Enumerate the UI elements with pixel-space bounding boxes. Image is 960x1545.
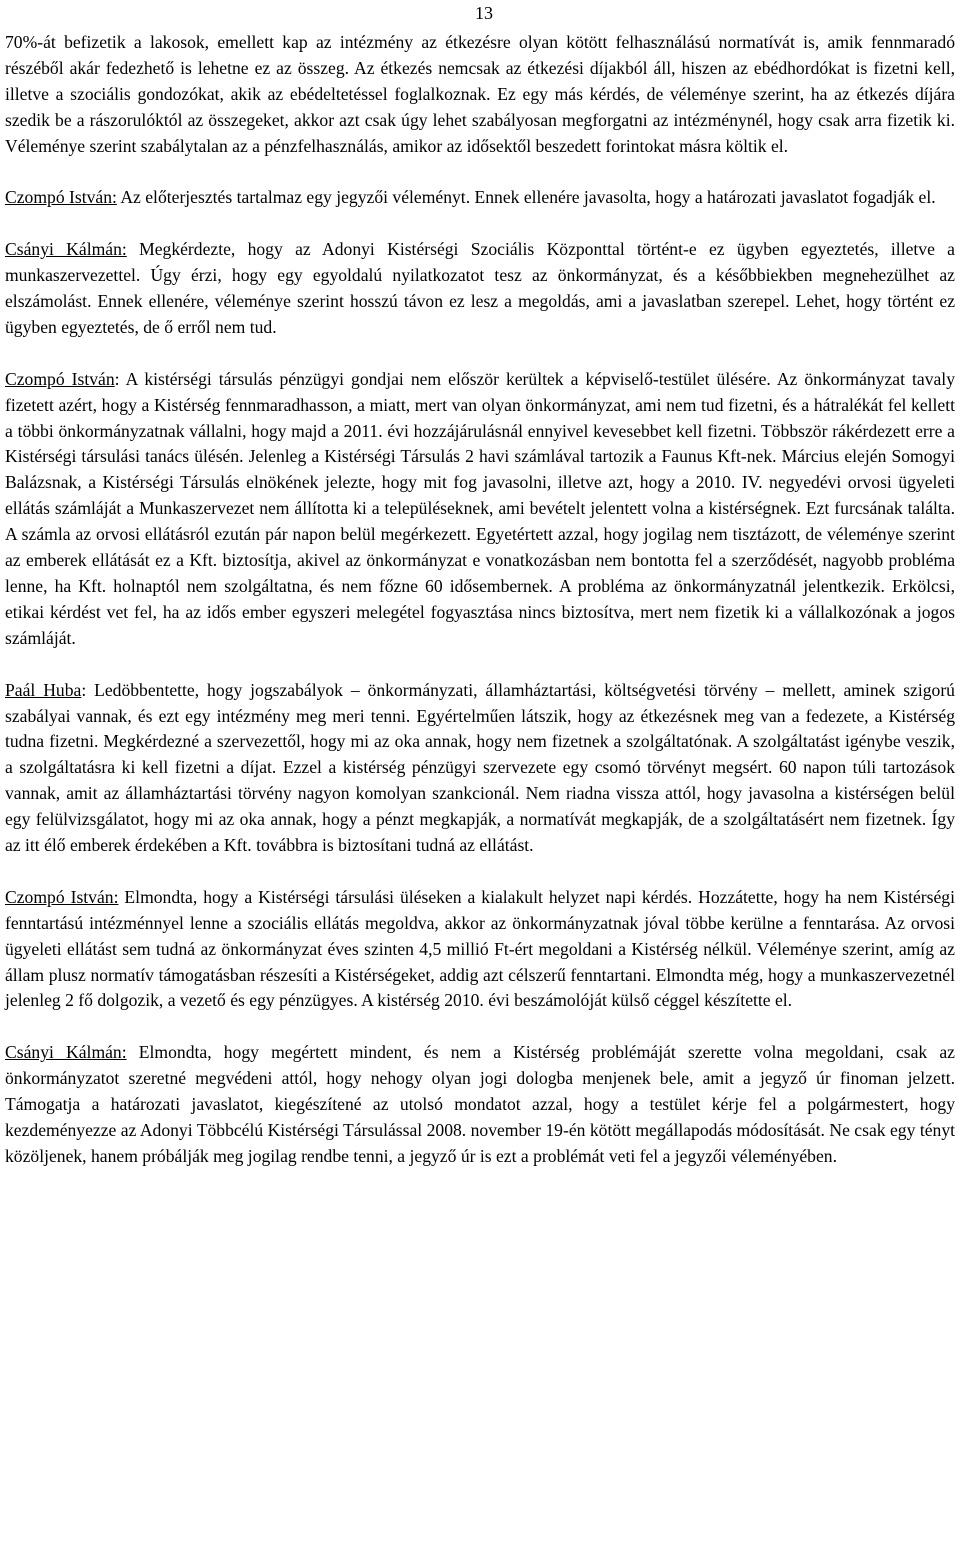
paragraph-czompo-2	[5, 367, 955, 652]
paragraph-paal	[5, 678, 955, 859]
speaker-name: Czompó István:	[5, 187, 117, 208]
paragraph-intro	[5, 30, 955, 160]
paragraph-text: Megkérdezte, hogy az Adonyi Kistérségi Szociális Központtal történt-e ez ügyben egyeztetés, illetve a munkaszervezettel. Úgy érzi, hogy egy egyoldalú nyilatkozatot tesz az önkormányzat, és a későbbiekben megnehezülhet az elszámolást. Ennek ellenére, véleménye szerint hosszú távon ez lesz a megoldás, ami a javaslatban szerepel. Lehet, hogy történt ez ügyben egyeztetés, de ő erről nem tud.	[5, 239, 955, 337]
paragraph-czompo-1	[5, 185, 955, 211]
paragraph-text: Ledöbbentette, hogy jogszabályok – önkormányzati, államháztartási, költségvetési törvény – mellett, aminek szigorú szabályai vannak, és ezt egy intézmény meg meri tenni. Egyértelműen látszik, hogy az étkezésnek meg van a fedezete, a Kistérség tudna fizetni. Megkérdezné a szervezettől, hogy mi az oka annak, hogy nem fizetnek a szolgáltatónak. A szolgáltatást igénybe veszik, a szolgáltatásra ki kell fizetni a díjat. Ezzel a kistérség pénzügyi szervezete egy csomó törvényt megsért. 60 napon túli tartozások vannak, amit az államháztartási törvény nagyon komolyan szankcionál. Nem riadna vissza attól, hogy javasolna a kistérségen belül egy felülvizsgálatot, hogy mi az oka annak, hogy a pénzt megkapják, a normatívát megkapják, de a szolgáltatásért nem fizetnek. Így az itt élő emberek érdekében a Kft. továbbra is biztosítani tudná az ellátást.	[5, 679, 955, 856]
paragraph-text: Elmondta, hogy a Kistérségi társulási üléseken a kialakult helyzet napi kérdés. Hozzátette, hogy ha nem Kistérségi fenntartású intézménnyel lenne a szociális ellátás megoldva, akkor az önkormányzatnak jóval többe kerülne a fenntarása. Az orvosi ügyeleti ellátást sem tudná az önkormányzat éves szinten 4,5 millió Ft-ért megoldani a Kistérség nélkül. Véleménye szerint, amíg az állam plusz normatív támogatásban részesíti a Kistérségeket, addig azt célszerű fenntartani. Elmondta még, hogy a munkaszervezetnél jelenleg 2 fő dolgozik, a vezető és egy pénzügyes. A kistérség 2010. évi beszámolóját külső céggel készítette el.	[5, 886, 955, 1011]
paragraph-csanyi-1	[5, 237, 955, 341]
paragraph-czompo-3	[5, 885, 955, 1015]
speaker-name: Csányi Kálmán:	[5, 1042, 127, 1063]
speaker-colon: :	[114, 368, 120, 389]
paragraph-text: A kistérségi társulás pénzügyi gondjai nem először kerültek a képviselő-testület ülésére. Az önkormányzat tavaly fizetett azért, hogy a Kistérség fennmaradhasson, a miatt, mert van olyan önkormányzat, ami nem tud fizetni, és a hátralékát fel kellett a többi önkormányzatnak vállalni, hogy majd a 2011. évi hozzájárulásnál ennyivel kevesebbet kell fizetni. Többször rákérdezett erre a Kistérségi társulási tanács ülésén. Jelenleg a Kistérségi Társulás 2 havi számlával tartozik a Faunus Kft-nek. Március elején Somogyi Balázsnak, a Kistérségi Társulás elnökének jelezte, hogy mit fog javasolni, illetve azt, hogy a 2010. IV. negyedévi orvosi ügyeleti ellátás számláját a Munkaszervezet nem állította ki a településeknek, ami bevételt jelentett volna a kistérségnek. Ezt furcsának találta. A számla az orvosi ellátásról ezután pár napon belül megérkezett. Egyetértett azzal, hogy jogilag nem tisztázott, de véleménye szerint az emberek ellátását ez a Kft. biztosítja, akivel az önkormányzat e vonatkozásban nem bontotta fel a szerződését, nagyobb probléma lenne, ha Kft. holnaptól nem szolgáltatna, és nem főzne 60 idősembernek. A probléma az önkormányzatnál jelentkezik. Erkölcsi, etikai kérdést vet fel, ha az idős ember egyszeri melegétel fogyasztása nincs biztosítva, mert nem fizetik ki a vállalkozónak a jogos számláját.	[5, 368, 955, 648]
paragraph-text: Elmondta, hogy megértett mindent, és nem a Kistérség problémáját szerette volna megoldani, csak az önkormányzatot szeretné megvédeni attól, hogy nehogy olyan jogi dologba menjenek bele, amit a jegyző úr finoman jelzett. Támogatja a határozati javaslatot, kiegészítené az utolsó mondatot azzal, hogy a testület kérje fel a polgármestert, hogy kezdeményezze az Adonyi Többcélú Kistérségi Társulással 2008. november 19-én kötött megállapodás módosítását. Ne csak egy tényt közöljenek, hanem próbálják meg jogilag rendbe tenni, a jegyző úr is ezt a problémát veti fel a jegyzői véleményében.	[5, 1042, 955, 1166]
paragraph-text: Az előterjesztés tartalmaz egy jegyzői véleményt. Ennek ellenére javasolta, hogy a határozati javaslatot fogadják el.	[116, 187, 936, 208]
page-number: 13	[475, 3, 493, 23]
document-body	[5, 30, 955, 1196]
speaker-name: Csányi Kálmán:	[5, 239, 127, 260]
speaker-name: Czompó István:	[5, 886, 119, 907]
speaker-name: Czompó István	[5, 368, 115, 389]
paragraph-csanyi-2	[5, 1040, 955, 1170]
speaker-name: Paál Huba	[5, 679, 82, 700]
paragraph-text: 70%-át befizetik a lakosok, emellett kap az intézmény az étkezésre olyan kötött felhasználású normatívát is, amik fennmaradó részéből akár fedezhető is lehetne ez az összeg. Az étkezés nemcsak az étkezési díjakból áll, hiszen az ebédhordókat is fizetni kell, illetve a szociális gondozókat, akik az ebédeltetéssel foglalkoznak. Ez egy más kérdés, de véleménye szerint, ha az étkezés díjára szedik be a rászorulóktól az összegeket, akkor azt csak úgy lehet szabályosan megforgatni az intézménynél, hogy csak arra fizetik ki. Véleménye szerint szabálytalan az a pénzfelhasználás, amikor az idősektől beszedett forintokat másra költik el.	[5, 32, 955, 156]
speaker-colon: :	[81, 679, 87, 700]
